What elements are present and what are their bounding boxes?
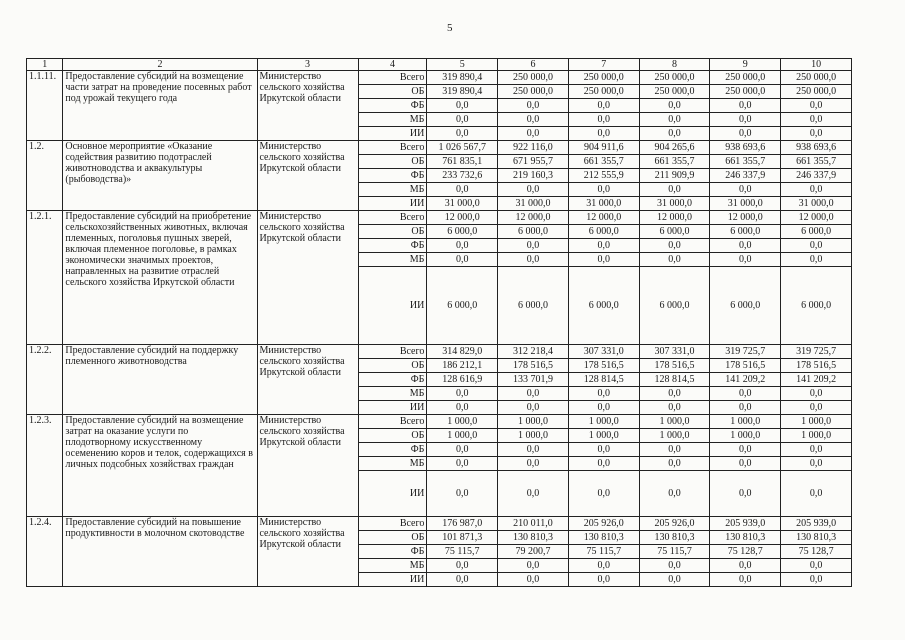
item-code: 1.2.1.: [27, 211, 63, 345]
amount-cell: 0,0: [568, 387, 639, 401]
amount-cell: 1 000,0: [568, 429, 639, 443]
item-executor: Министерство сельского хозяйства Иркутской области: [257, 71, 358, 141]
amount-cell: 319 890,4: [427, 85, 498, 99]
amount-cell: 0,0: [498, 443, 569, 457]
amount-cell: 661 355,7: [568, 155, 639, 169]
amount-cell: 31 000,0: [781, 197, 852, 211]
budget-table: [26, 58, 852, 587]
amount-cell: 12 000,0: [781, 211, 852, 225]
item-code: 1.2.4.: [27, 517, 63, 587]
amount-cell: 6 000,0: [781, 267, 852, 345]
funding-source: МБ: [358, 113, 427, 127]
table-row: [27, 211, 852, 225]
funding-source: ФБ: [358, 373, 427, 387]
amount-cell: 0,0: [498, 559, 569, 573]
amount-cell: 1 000,0: [427, 415, 498, 429]
amount-cell: 0,0: [427, 113, 498, 127]
amount-cell: 0,0: [498, 573, 569, 587]
funding-source: МБ: [358, 253, 427, 267]
amount-cell: 0,0: [639, 443, 710, 457]
funding-source: ОБ: [358, 225, 427, 239]
amount-cell: 31 000,0: [498, 197, 569, 211]
amount-cell: 176 987,0: [427, 517, 498, 531]
header-cell: 6: [498, 59, 569, 71]
amount-cell: 0,0: [710, 387, 781, 401]
amount-cell: 0,0: [781, 113, 852, 127]
amount-cell: 130 810,3: [639, 531, 710, 545]
amount-cell: 0,0: [781, 239, 852, 253]
amount-cell: 0,0: [568, 183, 639, 197]
item-code: 1.2.3.: [27, 415, 63, 517]
amount-cell: 31 000,0: [639, 197, 710, 211]
amount-cell: 178 516,5: [498, 359, 569, 373]
amount-cell: 0,0: [427, 401, 498, 415]
amount-cell: 0,0: [710, 183, 781, 197]
amount-cell: 12 000,0: [568, 211, 639, 225]
item-name: Предоставление субсидий на поддержку племенного животноводства: [63, 345, 257, 415]
amount-cell: 205 939,0: [710, 517, 781, 531]
amount-cell: 205 939,0: [781, 517, 852, 531]
item-code: 1.2.: [27, 141, 63, 211]
amount-cell: 661 355,7: [710, 155, 781, 169]
amount-cell: 75 128,7: [710, 545, 781, 559]
amount-cell: 0,0: [427, 457, 498, 471]
amount-cell: 133 701,9: [498, 373, 569, 387]
item-executor: Министерство сельского хозяйства Иркутской области: [257, 141, 358, 211]
funding-source: Всего: [358, 211, 427, 225]
funding-source: ОБ: [358, 359, 427, 373]
amount-cell: 250 000,0: [639, 71, 710, 85]
amount-cell: 0,0: [498, 127, 569, 141]
amount-cell: 178 516,5: [710, 359, 781, 373]
amount-cell: 1 000,0: [710, 415, 781, 429]
amount-cell: 0,0: [498, 457, 569, 471]
funding-source: МБ: [358, 183, 427, 197]
amount-cell: 212 555,9: [568, 169, 639, 183]
funding-source: Всего: [358, 517, 427, 531]
funding-source: Всего: [358, 141, 427, 155]
amount-cell: 0,0: [427, 99, 498, 113]
table-body: [27, 71, 852, 587]
amount-cell: 922 116,0: [498, 141, 569, 155]
amount-cell: 0,0: [781, 401, 852, 415]
amount-cell: 0,0: [710, 471, 781, 517]
amount-cell: 0,0: [710, 457, 781, 471]
funding-source: МБ: [358, 387, 427, 401]
funding-source: ИИ: [358, 471, 427, 517]
amount-cell: 6 000,0: [781, 225, 852, 239]
header-cell: 10: [781, 59, 852, 71]
funding-source: Всего: [358, 345, 427, 359]
amount-cell: 904 911,6: [568, 141, 639, 155]
amount-cell: 0,0: [639, 99, 710, 113]
amount-cell: 0,0: [568, 401, 639, 415]
item-name: Предоставление субсидий на возмещение затрат на оказание услуги по плодотворному искусственному осеменению коров и телок, содержащихся в личных подсобных хозяйствах граждан: [63, 415, 257, 517]
amount-cell: 661 355,7: [639, 155, 710, 169]
funding-source: ФБ: [358, 99, 427, 113]
item-name: Предоставление субсидий на возмещение части затрат на проведение посевных работ под урожай текущего года: [63, 71, 257, 141]
funding-source: МБ: [358, 559, 427, 573]
amount-cell: 0,0: [639, 471, 710, 517]
amount-cell: 246 337,9: [710, 169, 781, 183]
amount-cell: 671 955,7: [498, 155, 569, 169]
amount-cell: 178 516,5: [639, 359, 710, 373]
amount-cell: 0,0: [568, 573, 639, 587]
amount-cell: 0,0: [498, 99, 569, 113]
amount-cell: 211 909,9: [639, 169, 710, 183]
amount-cell: 0,0: [710, 127, 781, 141]
amount-cell: 31 000,0: [710, 197, 781, 211]
amount-cell: 0,0: [639, 253, 710, 267]
amount-cell: 319 725,7: [781, 345, 852, 359]
amount-cell: 1 000,0: [427, 429, 498, 443]
amount-cell: 0,0: [781, 457, 852, 471]
amount-cell: 938 693,6: [710, 141, 781, 155]
amount-cell: 938 693,6: [781, 141, 852, 155]
funding-source: ОБ: [358, 429, 427, 443]
header-cell: 2: [63, 59, 257, 71]
amount-cell: 0,0: [427, 127, 498, 141]
funding-source: МБ: [358, 457, 427, 471]
amount-cell: 0,0: [498, 387, 569, 401]
amount-cell: 0,0: [568, 127, 639, 141]
amount-cell: 0,0: [710, 401, 781, 415]
item-name: Основное мероприятие «Оказание содействия развитию подотраслей животноводства и аквакультуры (рыбоводства)»: [63, 141, 257, 211]
amount-cell: 0,0: [639, 127, 710, 141]
funding-source: ФБ: [358, 545, 427, 559]
amount-cell: 0,0: [639, 239, 710, 253]
amount-cell: 178 516,5: [781, 359, 852, 373]
amount-cell: 0,0: [427, 253, 498, 267]
amount-cell: 0,0: [568, 457, 639, 471]
amount-cell: 31 000,0: [568, 197, 639, 211]
amount-cell: 219 160,3: [498, 169, 569, 183]
item-name: Предоставление субсидий на приобретение сельскохозяйственных животных, включая племенных, поголовья пушных зверей, включая племенное поголовье, в рамках экономически значимых проектов, направленных на развитие отраслей сельского хозяйства Иркутской области: [63, 211, 257, 345]
table-row: [27, 345, 852, 359]
amount-cell: 0,0: [781, 253, 852, 267]
amount-cell: 904 265,6: [639, 141, 710, 155]
item-executor: Министерство сельского хозяйства Иркутской области: [257, 517, 358, 587]
amount-cell: 12 000,0: [427, 211, 498, 225]
amount-cell: 0,0: [427, 471, 498, 517]
item-executor: Министерство сельского хозяйства Иркутской области: [257, 345, 358, 415]
amount-cell: 0,0: [568, 99, 639, 113]
amount-cell: 0,0: [710, 443, 781, 457]
amount-cell: 101 871,3: [427, 531, 498, 545]
table-row: [27, 141, 852, 155]
amount-cell: 0,0: [639, 387, 710, 401]
amount-cell: 1 000,0: [498, 429, 569, 443]
amount-cell: 75 115,7: [427, 545, 498, 559]
table-row: [27, 415, 852, 429]
header-cell: 3: [257, 59, 358, 71]
amount-cell: 0,0: [568, 253, 639, 267]
funding-source: ОБ: [358, 531, 427, 545]
amount-cell: 1 000,0: [639, 429, 710, 443]
amount-cell: 6 000,0: [427, 225, 498, 239]
funding-source: ИИ: [358, 401, 427, 415]
amount-cell: 0,0: [498, 183, 569, 197]
item-executor: Министерство сельского хозяйства Иркутской области: [257, 415, 358, 517]
amount-cell: 0,0: [781, 559, 852, 573]
amount-cell: 0,0: [498, 239, 569, 253]
amount-cell: 0,0: [498, 253, 569, 267]
amount-cell: 1 000,0: [781, 429, 852, 443]
amount-cell: 1 000,0: [781, 415, 852, 429]
amount-cell: 0,0: [568, 113, 639, 127]
amount-cell: 0,0: [710, 559, 781, 573]
funding-source: ИИ: [358, 267, 427, 345]
amount-cell: 0,0: [427, 573, 498, 587]
amount-cell: 0,0: [781, 183, 852, 197]
amount-cell: 1 000,0: [639, 415, 710, 429]
amount-cell: 178 516,5: [568, 359, 639, 373]
amount-cell: 141 209,2: [710, 373, 781, 387]
amount-cell: 75 115,7: [568, 545, 639, 559]
amount-cell: 130 810,3: [710, 531, 781, 545]
header-row: [27, 59, 852, 71]
amount-cell: 0,0: [710, 253, 781, 267]
funding-source: ОБ: [358, 155, 427, 169]
amount-cell: 0,0: [781, 387, 852, 401]
amount-cell: 12 000,0: [639, 211, 710, 225]
amount-cell: 12 000,0: [710, 211, 781, 225]
funding-source: ФБ: [358, 169, 427, 183]
amount-cell: 0,0: [639, 559, 710, 573]
amount-cell: 0,0: [781, 443, 852, 457]
funding-source: ФБ: [358, 239, 427, 253]
amount-cell: 1 000,0: [710, 429, 781, 443]
amount-cell: 0,0: [427, 239, 498, 253]
amount-cell: 0,0: [427, 559, 498, 573]
amount-cell: 319 890,4: [427, 71, 498, 85]
amount-cell: 205 926,0: [568, 517, 639, 531]
amount-cell: 319 725,7: [710, 345, 781, 359]
header-cell: 8: [639, 59, 710, 71]
amount-cell: 0,0: [639, 183, 710, 197]
amount-cell: 250 000,0: [710, 71, 781, 85]
amount-cell: 0,0: [498, 113, 569, 127]
amount-cell: 0,0: [710, 99, 781, 113]
amount-cell: 761 835,1: [427, 155, 498, 169]
amount-cell: 79 200,7: [498, 545, 569, 559]
amount-cell: 0,0: [710, 573, 781, 587]
page-number: 5: [447, 22, 453, 34]
item-name: Предоставление субсидий на повышение продуктивности в молочном скотоводстве: [63, 517, 257, 587]
amount-cell: 246 337,9: [781, 169, 852, 183]
amount-cell: 6 000,0: [639, 225, 710, 239]
amount-cell: 250 000,0: [568, 71, 639, 85]
amount-cell: 130 810,3: [568, 531, 639, 545]
amount-cell: 130 810,3: [781, 531, 852, 545]
amount-cell: 250 000,0: [498, 85, 569, 99]
amount-cell: 0,0: [781, 471, 852, 517]
amount-cell: 661 355,7: [781, 155, 852, 169]
header-cell: 1: [27, 59, 63, 71]
amount-cell: 6 000,0: [427, 267, 498, 345]
amount-cell: 128 814,5: [639, 373, 710, 387]
amount-cell: 0,0: [427, 183, 498, 197]
amount-cell: 250 000,0: [781, 71, 852, 85]
table-row: [27, 71, 852, 85]
table-row: [27, 517, 852, 531]
amount-cell: 31 000,0: [427, 197, 498, 211]
amount-cell: 0,0: [639, 401, 710, 415]
item-executor: Министерство сельского хозяйства Иркутской области: [257, 211, 358, 345]
amount-cell: 0,0: [568, 443, 639, 457]
amount-cell: 0,0: [568, 471, 639, 517]
amount-cell: 0,0: [498, 471, 569, 517]
funding-source: Всего: [358, 415, 427, 429]
amount-cell: 6 000,0: [710, 267, 781, 345]
amount-cell: 128 616,9: [427, 373, 498, 387]
amount-cell: 128 814,5: [568, 373, 639, 387]
amount-cell: 6 000,0: [639, 267, 710, 345]
amount-cell: 0,0: [427, 443, 498, 457]
amount-cell: 0,0: [710, 113, 781, 127]
amount-cell: 75 115,7: [639, 545, 710, 559]
amount-cell: 6 000,0: [498, 267, 569, 345]
item-code: 1.1.11.: [27, 71, 63, 141]
amount-cell: 210 011,0: [498, 517, 569, 531]
funding-source: ОБ: [358, 85, 427, 99]
amount-cell: 250 000,0: [639, 85, 710, 99]
amount-cell: 6 000,0: [568, 225, 639, 239]
amount-cell: 0,0: [498, 401, 569, 415]
amount-cell: 0,0: [781, 127, 852, 141]
amount-cell: 250 000,0: [498, 71, 569, 85]
amount-cell: 6 000,0: [498, 225, 569, 239]
amount-cell: 75 128,7: [781, 545, 852, 559]
item-code: 1.2.2.: [27, 345, 63, 415]
amount-cell: 6 000,0: [568, 267, 639, 345]
amount-cell: 307 331,0: [568, 345, 639, 359]
amount-cell: 1 000,0: [568, 415, 639, 429]
amount-cell: 0,0: [710, 239, 781, 253]
funding-source: ИИ: [358, 573, 427, 587]
amount-cell: 0,0: [781, 573, 852, 587]
amount-cell: 130 810,3: [498, 531, 569, 545]
funding-source: ФБ: [358, 443, 427, 457]
amount-cell: 6 000,0: [710, 225, 781, 239]
amount-cell: 1 026 567,7: [427, 141, 498, 155]
amount-cell: 314 829,0: [427, 345, 498, 359]
amount-cell: 1 000,0: [498, 415, 569, 429]
amount-cell: 0,0: [781, 99, 852, 113]
header-cell: 4: [358, 59, 427, 71]
amount-cell: 141 209,2: [781, 373, 852, 387]
header-cell: 5: [427, 59, 498, 71]
amount-cell: 0,0: [568, 239, 639, 253]
amount-cell: 0,0: [568, 559, 639, 573]
amount-cell: 0,0: [639, 573, 710, 587]
amount-cell: 186 212,1: [427, 359, 498, 373]
amount-cell: 233 732,6: [427, 169, 498, 183]
amount-cell: 0,0: [639, 113, 710, 127]
amount-cell: 12 000,0: [498, 211, 569, 225]
amount-cell: 250 000,0: [710, 85, 781, 99]
funding-source: ИИ: [358, 127, 427, 141]
amount-cell: 250 000,0: [568, 85, 639, 99]
funding-source: ИИ: [358, 197, 427, 211]
amount-cell: 205 926,0: [639, 517, 710, 531]
header-cell: 7: [568, 59, 639, 71]
amount-cell: 312 218,4: [498, 345, 569, 359]
amount-cell: 0,0: [639, 457, 710, 471]
header-cell: 9: [710, 59, 781, 71]
funding-source: Всего: [358, 71, 427, 85]
amount-cell: 307 331,0: [639, 345, 710, 359]
amount-cell: 0,0: [427, 387, 498, 401]
amount-cell: 250 000,0: [781, 85, 852, 99]
